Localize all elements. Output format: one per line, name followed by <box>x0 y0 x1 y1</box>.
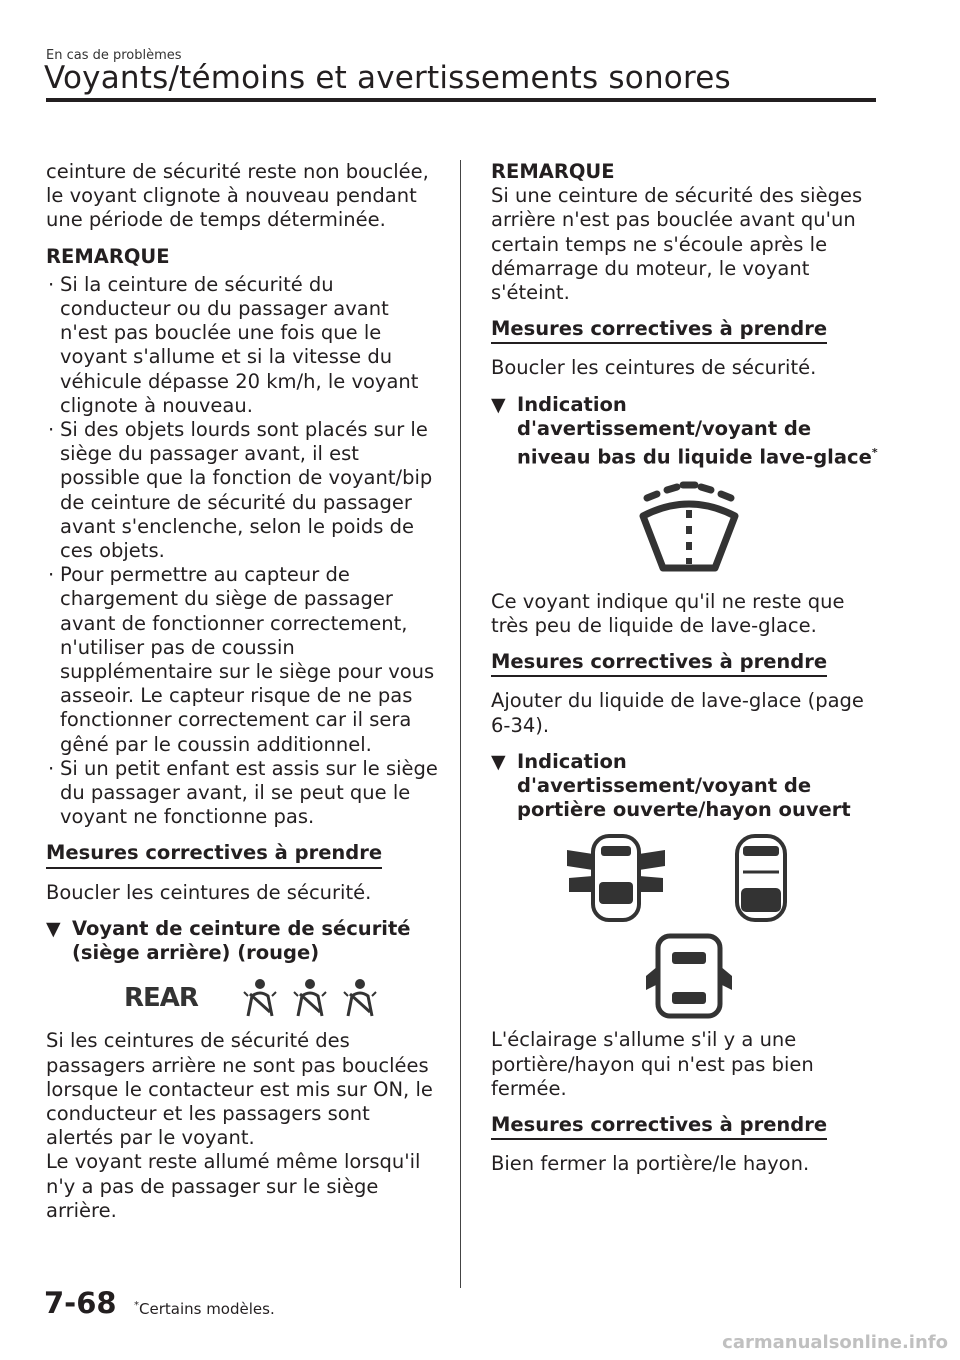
rear-belt-heading-text: Voyant de ceinture de sécurité (siège arrière) (rouge) <box>72 916 411 965</box>
mesures-heading: Mesures correctives à prendre <box>491 317 827 344</box>
washer-text: Ce voyant indique qu'il ne reste que très peu de liquide de lave-glace. <box>491 589 845 637</box>
header-rule <box>46 98 876 102</box>
footer-note <box>134 1300 275 1318</box>
rear-label: REAR <box>124 983 198 1014</box>
asterisk: * <box>871 446 878 460</box>
door-open-warning-icon <box>644 932 734 1020</box>
car-hatch-open-icon <box>731 832 791 924</box>
mesures-text: Boucler les ceintures de sécurité. <box>46 880 372 904</box>
note-bullet: · Pour permettre au capteur de chargement du siège de passager avant de fonctionner correctement, n'utiliser pas de coussin supplémentaire sur le siège pour vous asseoir. Le capteur risque de ne pas fonctionner correctement car il sera gêné par le coussin additionnel. <box>46 563 441 757</box>
mesures-heading: Mesures correctives à prendre <box>46 841 382 868</box>
note-bullets <box>46 273 441 830</box>
washer-heading <box>491 393 886 470</box>
asterisk: * <box>134 1300 139 1311</box>
note-bullet: · Si un petit enfant est assis sur le siège du passager avant, il se peut que le voyant ne fonctionne pas. <box>46 757 441 830</box>
right-column <box>491 160 886 1188</box>
seatbelt-icon <box>338 976 382 1020</box>
door-text: L'éclairage s'allume s'il y a une portière/hayon qui n'est pas bien fermée. <box>491 1028 814 1100</box>
note-title: REMARQUE <box>491 160 615 183</box>
mesures-text: Boucler les ceintures de sécurité. <box>491 356 817 380</box>
mesures-text: Bien fermer la portière/le hayon. <box>491 1152 810 1176</box>
door-heading <box>491 750 886 823</box>
seatbelt-icon <box>238 976 282 1020</box>
note-bullet: · Si la ceinture de sécurité du conducteur ou du passager avant n'est pas bouclée une fois que le voyant s'allume et si la vitesse du véhicule dépasse 20 km/h, le voyant clignote à nouveau. <box>46 273 441 418</box>
mesures-text: Ajouter du liquide de lave-glace (page 6-34). <box>491 689 864 737</box>
note-bullet: · Si des objets lourds sont placés sur le siège du passager avant, il est possible que la fonction de voyant/bip de ceinture de sécurité du passager avant s'enclenche, selon le poids de ces objets. <box>46 418 441 563</box>
note-text: Si une ceinture de sécurité des sièges arrière n'est pas bouclée avant qu'un certain temps ne s'écoule après le démarrage du moteur, le voyant s'éteint. <box>491 184 863 305</box>
washer-icon-wrap <box>491 480 886 580</box>
footer-note-text: Certains modèles. <box>139 1300 275 1318</box>
column-divider <box>460 160 461 1288</box>
car-doors-open-icon <box>561 832 671 924</box>
washer-heading-text: Indication d'avertissement/voyant de niveau bas du liquide lave-glace <box>517 392 872 469</box>
rear-belt-heading <box>46 917 441 965</box>
mesures-heading: Mesures correctives à prendre <box>491 650 827 677</box>
intro-paragraph: ceinture de sécurité reste non bouclée, le voyant clignote à nouveau pendant une période de temps déterminée. <box>46 160 429 232</box>
door-icon-center <box>491 932 886 1020</box>
mesures-heading: Mesures correctives à prendre <box>491 1113 827 1140</box>
page-number: 7-68 <box>44 1286 117 1320</box>
watermark: carmanualsonline.info <box>722 1332 948 1353</box>
seatbelt-icon <box>288 976 332 1020</box>
rear-paragraph-2: Le voyant reste allumé même lorsqu'il n'y a pas de passager sur le siège arrière. <box>46 1150 421 1222</box>
left-column <box>46 160 441 1235</box>
door-heading-text: Indication d'avertissement/voyant de portière ouverte/hayon ouvert <box>517 749 851 822</box>
page-title: Voyants/témoins et avertissements sonores <box>44 60 731 96</box>
note-title: REMARQUE <box>46 244 170 268</box>
triangle-down-icon: ▼ <box>491 750 506 773</box>
rear-paragraph-1: Si les ceintures de sécurité des passagers arrière ne sont pas bouclées lorsque le contacteur est mis sur ON, le conducteur et les passagers sont alertés par le voyant. <box>46 1029 433 1150</box>
door-icons-row <box>561 832 886 924</box>
triangle-down-icon: ▼ <box>491 393 506 416</box>
rear-belt-icons <box>124 975 441 1021</box>
washer-fluid-icon <box>629 480 749 580</box>
header-section: En cas de problèmes <box>46 48 182 63</box>
triangle-down-icon: ▼ <box>46 917 61 940</box>
